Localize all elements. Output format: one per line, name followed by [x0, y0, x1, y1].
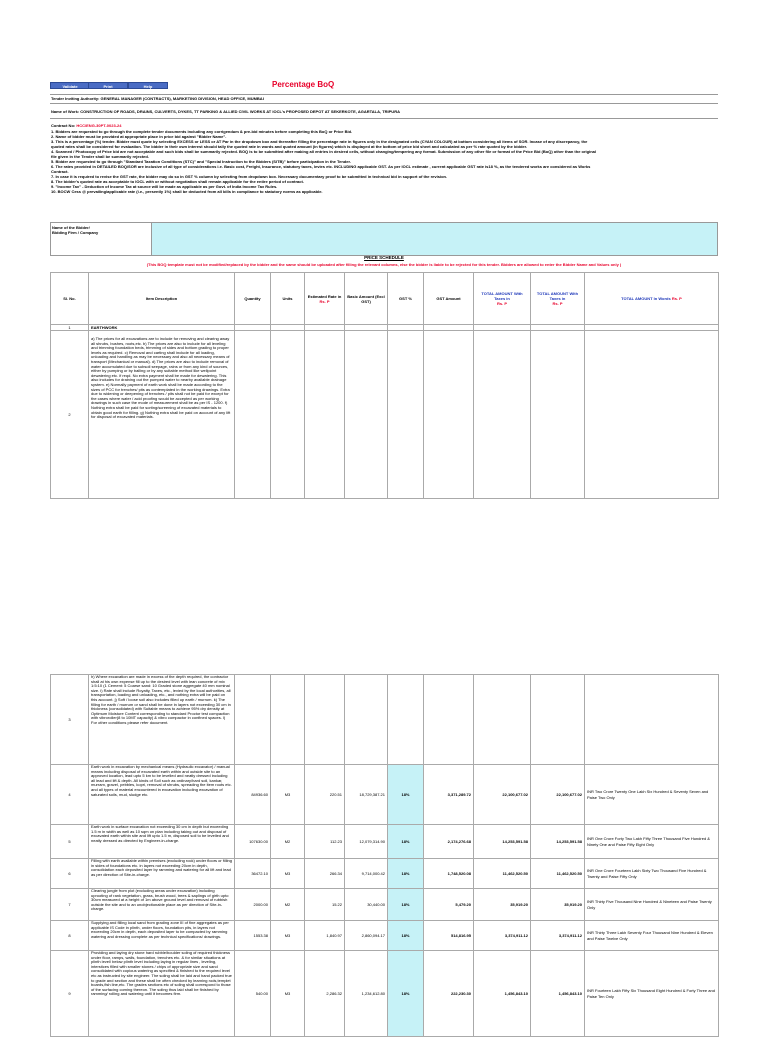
row-total-2: 14,253,591.58: [531, 825, 585, 859]
row-total-words: INR One Crore Forty Two Lakh Fifty Three Thousand Five Hundred & Ninety One and Paise Fifty Eight Only: [585, 825, 719, 859]
row-gst-amt: 514,816.95: [424, 921, 474, 951]
row-total-words: INR Two Crore Twenty One Lakh Six Hundred & Seventy Seven and Paise Two Only: [585, 765, 719, 825]
row-total-2: 22,100,677.02: [531, 765, 585, 825]
bidder-name-row: [50, 222, 718, 256]
row-sl: 6: [51, 859, 89, 889]
row-total-words: INR Thirty Three Lakh Seventy Four Thousand Nine Hundred & Eleven and Paise Twelve Only: [585, 921, 719, 951]
note-line: 2. Name of bidder must be provided at appropriate place in price bid against "Bidder Name".: [51, 134, 227, 139]
header-units: Units: [271, 273, 305, 325]
row-rate: 112.23: [305, 825, 345, 859]
header-total-with-tax: TOTAL AMOUNT With Taxes in Rs. P: [474, 273, 531, 325]
header-total-words: TOTAL AMOUNT In Words Rs. P: [585, 273, 719, 325]
note-line: 8. The bidder's quoted rate as acceptable to IOCL with or without negotiation shall remain applicable for the entire period of contract.: [51, 179, 304, 184]
tender-authority: Tender Inviting Authority: GENERAL MANAGER (CONTRACTS), MARKETING DIVISION, HEAD OFFICE, MUMBAI: [51, 96, 264, 101]
table-row: [51, 825, 719, 859]
row-gst-pct[interactable]: 18%: [388, 889, 424, 921]
row-units: M2: [271, 825, 305, 859]
table-header-row: [51, 273, 719, 325]
row-units: M3: [271, 921, 305, 951]
print-button[interactable]: Print: [88, 82, 128, 89]
table-row: [51, 331, 719, 499]
divider: [50, 94, 718, 95]
row-rate: 220.51: [305, 765, 345, 825]
row-basic: 9,714,000.42: [345, 859, 388, 889]
note-line: file given in the Tender shall be summarily rejected.: [51, 154, 149, 159]
row-total: 14,253,591.58: [474, 825, 531, 859]
page-title: Percentage BoQ: [272, 80, 335, 89]
row-basic: 30,440.00: [345, 889, 388, 921]
row-desc: Clearing jungle from plot (excluding areas under excavation) including uprooting of rank vegetation, grass, brush wood, trees & saplings of girth upto 30cm measured at a height of 1m above ground level and removal of rubbish outside the site and to an unobjectionable place as per direction of Site-in-charge.: [89, 889, 235, 921]
contract-no: Contract No: HCC/ENG-30PT-0023-24: [51, 123, 122, 128]
row-gst-amt: 2,174,276.68: [424, 825, 474, 859]
row-total-2: 11,462,520.50: [531, 859, 585, 889]
bidder-name-label: Name of the Bidder/ Bidding Firm / Company: [52, 225, 99, 235]
boq-table-bottom: [50, 674, 719, 1037]
row-total-2: 1,456,843.10: [531, 951, 585, 1037]
table-row: [51, 765, 719, 825]
row-desc: Filling with earth available within premises (excluding rock) under floors or filling in sides of foundations etc. in layers not exceeding 20cm in depth, consolidation each deposited layer by ramming and watering for all lift and lead as per direction of Site-in-charge.: [89, 859, 235, 889]
row-total-words: INR Fourteen Lakh Fifty Six Thousand Eight Hundred & Forty Three and Paise Ten Only: [585, 951, 719, 1037]
row-units: M3: [271, 951, 305, 1037]
note-line: 7. In case it is required to revise the GST rate, the bidder may do so in GST % column by selecting from dropdown box. Necessary documentary proof to be submitted in technical bid in support of the revision.: [51, 174, 448, 179]
row-total: 35,919.20: [474, 889, 531, 921]
header-qty: Quantity: [235, 273, 271, 325]
row-total: 22,100,677.02: [474, 765, 531, 825]
note-line: quoted rates shall be considered for evaluation. The bidder in their own interest should tally the quoted rate in words and quoted amount (in figures) which is displayed at the bottom of price bid sheet and calculated as per % rate quoted by the bidder.: [51, 144, 528, 149]
row-desc: Supplying and filling local sand from grading zone III of fine aggregates as per applicable IS Code in plinth, under floors, foundation pits, in layers not exceeding 20cm in depth, each deposited layer to be compacted by ramming watering and dressing complete as per technical specifications/ drawings.: [89, 921, 235, 951]
note-line: 1. Bidders are requested to go through the complete tender documents including any corrigendum & pre-bid minutes before completing this BoQ or Price Bid.: [51, 129, 353, 134]
row-sl: 3: [51, 675, 89, 765]
boq-table-top: [50, 272, 719, 499]
row-total-2: 3,374,911.12: [531, 921, 585, 951]
price-schedule-note: (This BOQ template must not be modified/replaced by the bidder and the same should be uploaded after filling the relevant columns, else the bidder is liable to be rejected for this tender. Bidders are allowed to enter the Bidder Name and Values only ): [146, 262, 622, 267]
row-gst-amt: 222,230.30: [424, 951, 474, 1037]
note-line: 6. The rates provided in DETAILED BOQ/SOR are inclusive of all type of considerations i.e. Basic cost, Freight, Insurance, statutory taxes, levies etc. INCLUDING applicable GST. As per IOCL estimate , current applicable GST rate is18 %, as the tendered works are considered as Works: [51, 164, 591, 169]
note-line: 9. "Income Tax" - Deduction of Income Tax at source will be made as applicable as per Govt. of India Income Tax Rules.: [51, 184, 278, 189]
row-units: M3: [271, 859, 305, 889]
row-total: 1,456,843.10: [474, 951, 531, 1037]
table-row: [51, 889, 719, 921]
row-total-words: INR Thirty Five Thousand Nine Hundred & Nineteen and Paise Twenty Only: [585, 889, 719, 921]
row-total: 11,462,520.50: [474, 859, 531, 889]
row-units: M3: [271, 765, 305, 825]
row-sl: 5: [51, 825, 89, 859]
header-gst-amt: GST Amount: [424, 273, 474, 325]
row-gst-pct[interactable]: 18%: [388, 825, 424, 859]
row-desc: Earth work in surface excavation not exceeding 30 cm in depth but exceeding 1.5 m in width as well as 10 sqm on plan including taking out and disposal of excavated earth within site and lift upto 1.5 m, disposed soil to be levelled and neatly dressed as directed by Engineer-in-charge.: [89, 825, 235, 859]
row-gst-pct[interactable]: 18%: [388, 921, 424, 951]
divider: [50, 103, 718, 104]
row-rate: 266.34: [305, 859, 345, 889]
help-button[interactable]: Help: [128, 82, 168, 89]
row-gst-amt: 5,479.20: [424, 889, 474, 921]
note-line: 5. Bidder are requested to go through "Standard Taxation Conditions (STC)" and "Special Instruction to the Bidders (SITB)" before participation in the Tender.: [51, 159, 351, 164]
row-total: 3,374,911.12: [474, 921, 531, 951]
row-basic: 18,729,387.21: [345, 765, 388, 825]
row-sl: 2: [51, 331, 89, 499]
instructions-notes: [51, 129, 718, 194]
price-schedule-heading: PRICE SCHEDULE: [364, 255, 404, 260]
row-gst-pct[interactable]: 18%: [388, 859, 424, 889]
row-qty: 2000.00: [235, 889, 271, 921]
row-total-words: INR One Crore Fourteen Lakh Sixty Two Thousand Five Hundred & Twenty and Paise Fifty Only: [585, 859, 719, 889]
row-qty: 36472.10: [235, 859, 271, 889]
row-qty: 107630.00: [235, 825, 271, 859]
row-gst-pct[interactable]: 18%: [388, 951, 424, 1037]
row-sl: 1: [51, 325, 89, 331]
row-rate: 15.22: [305, 889, 345, 921]
row-units: M2: [271, 889, 305, 921]
row-gst-amt: 1,748,520.08: [424, 859, 474, 889]
table-row: [51, 921, 719, 951]
row-qty: 540.00: [235, 951, 271, 1037]
row-gst-amt: 3,371,289.72: [424, 765, 474, 825]
note-line: 3. This is a percentage (%) tender. Bidder must quote by selecting EXCESS or LESS or AT Par in the dropdown box and thereafter filling the percentage rate in figures only in the designated cells (CYAN COLOUR) at bottom considering all items of SOR. Incase of any discrepancy, the: [51, 139, 588, 144]
work-name: Name of Work: CONSTRUCTION OF ROADS, DRAINS, CULVERTS, DYKES, TT PARKING & ALLIED CIVIL WORKS AT IOCL's PROPOSED DEPOT AT SEKERKOTE, AGARTALA, TRIPURA: [51, 109, 400, 114]
note-line: Contract.: [51, 169, 69, 174]
note-line: 10. BOCW Cess @ prevailing/applicable rate (i.e., presently 1%) shall be deducted from all bills in compliance to statutory norms as applicable.: [51, 189, 323, 194]
row-basic: 12,079,314.90: [345, 825, 388, 859]
header-gst-pct: GST %: [388, 273, 424, 325]
table-row: [51, 675, 719, 765]
row-sl: 9: [51, 951, 89, 1037]
divider: [50, 118, 718, 119]
row-basic: 1,234,612.80: [345, 951, 388, 1037]
row-desc: Earth work in excavation by mechanical means (Hydraulic excavator) / manual means including disposal of excavated earth within and outside site to an approved location, lead upto 5 km to be levelled and neatly dressed including all lead and lift & depth. All kinds of Soil such as ordinary/hard soil, kankar, murram, gravel, pebbles, kopri, removal of shrubs, spreading the item roots etc. and all types of material encountered in excavation including excavation of saturated soils, mud, sludge etc.: [89, 765, 235, 825]
row-desc: a) The prices for all excavations are to include for removing and clearing away all shrubs, bushes, roots,etc. b) The prices are also to include for all leveling and trimming foundation beds, trimming of sides and bottom grading to proper levels as required. c) Removal and carting shall include for all loading, unloading and handling as may be necessary and also all necessary means of transport (Mechanical or manual). d) The prices are also to include removal of water accumulated due to subsoil seepage, rains or from any kind of sources, either by pumping or by bailing or by any suitable method like wellpoint dewatering etc. if reqd. No extra payment shall be made for dewatering. This also includes for draining out the pumped water to nearby available drainage system. e) Normally payment of earth work shall be made according to the sizes of PCC for trenches/ pits as contemplated in the working drawings. Extra due to widening or deepening of trenches / pits shall not be paid for except for the cases where water / acid proofing would be accepted as per working drawings in such case the mode of measurement shall be as per IS - 1200. f) Nothing extra shall be paid for sorting/screening of excavated materials to obtain good earth for filling. g) Nothing extra shall be paid on account of any lift for disposal of excavated materials.: [89, 331, 235, 499]
row-basic: 2,860,094.17: [345, 921, 388, 951]
header-item: Item Description: [89, 273, 235, 325]
row-desc: EARTHWORK: [89, 325, 235, 331]
validate-button[interactable]: Validate: [50, 82, 90, 89]
row-rate: 2,286.32: [305, 951, 345, 1037]
header-est-rate: Estimated Rate in Rs. P: [305, 273, 345, 325]
header-total-with-tax-2: TOTAL AMOUNT With Taxes in Rs. P: [531, 273, 585, 325]
row-total-2: 35,919.20: [531, 889, 585, 921]
table-row: [51, 859, 719, 889]
row-qty: 1553.38: [235, 921, 271, 951]
bidder-name-input[interactable]: [151, 223, 717, 255]
row-desc: Providing and laying dry stone hard rubble/boulder soling of required thickness under floor, ramps, walls, foundation, trenches etc. & for similar situations at plinth level/ below plinth level including laying in regular lines , leveling, interstices filled with smaller stones / chips of appropriate size and sand consolidated with copious watering as specified & finished to the required level etc as instructed by site engineer. The soling shall be laid and hand packed true to grade and section and these shall be often checked by learning rods,templet boards,fish line,etc. The grades sections etc of soling shall correspond to those of the surfacing coming thereon. The soling thus laid shall be finished by ramming/ rolling and watering until it becomes firm.: [89, 951, 235, 1037]
row-desc: h) Where excavation are made in excess of the depth required, the contractor shall at his own expense fill up to the desired level with lean concrete of mix 1:5:10 (1 Cement: 5 Coarse sand: 10 Graded stone aggregate 40 mm nominal size. i) Rate shall include Royalty, Taxes, etc., levied by the local authorities, all transportation, loading and unloading, etc., and nothing extra will be paid on this account. j) Soft / loose soil also includes filled up earth / murrum. k) The filling for earth / murrum or sand shall be done in layers not exceeding 30 cm in thickness (consolidated) with Suitable means to achieve 95% dry density at Optimum Moisture Content corresponding to standard Proctor test compaction with vibroroller(8 to 10MT capacity) & vibro compactor in confined spaces. l) For other conditions please refer document.: [89, 675, 235, 765]
row-sl: 4: [51, 765, 89, 825]
row-gst-pct[interactable]: 18%: [388, 765, 424, 825]
header-sl: Sl. No.: [51, 273, 89, 325]
note-line: 4. Scanned / Photocopy of Price bid are not acceptable and such bids shall be summarily rejected. BOQ is to be submitted after making all entries in desired cells, without changing/tempering any format. Submission of any other file or format of the Price Bid (BoQ) other than the original: [51, 149, 596, 154]
row-qty: 84936.60: [235, 765, 271, 825]
header-basic: Basic Amount (Excl GST): [345, 273, 388, 325]
row-sl: 7: [51, 889, 89, 921]
row-sl: 8: [51, 921, 89, 951]
row-rate: 1,840.97: [305, 921, 345, 951]
